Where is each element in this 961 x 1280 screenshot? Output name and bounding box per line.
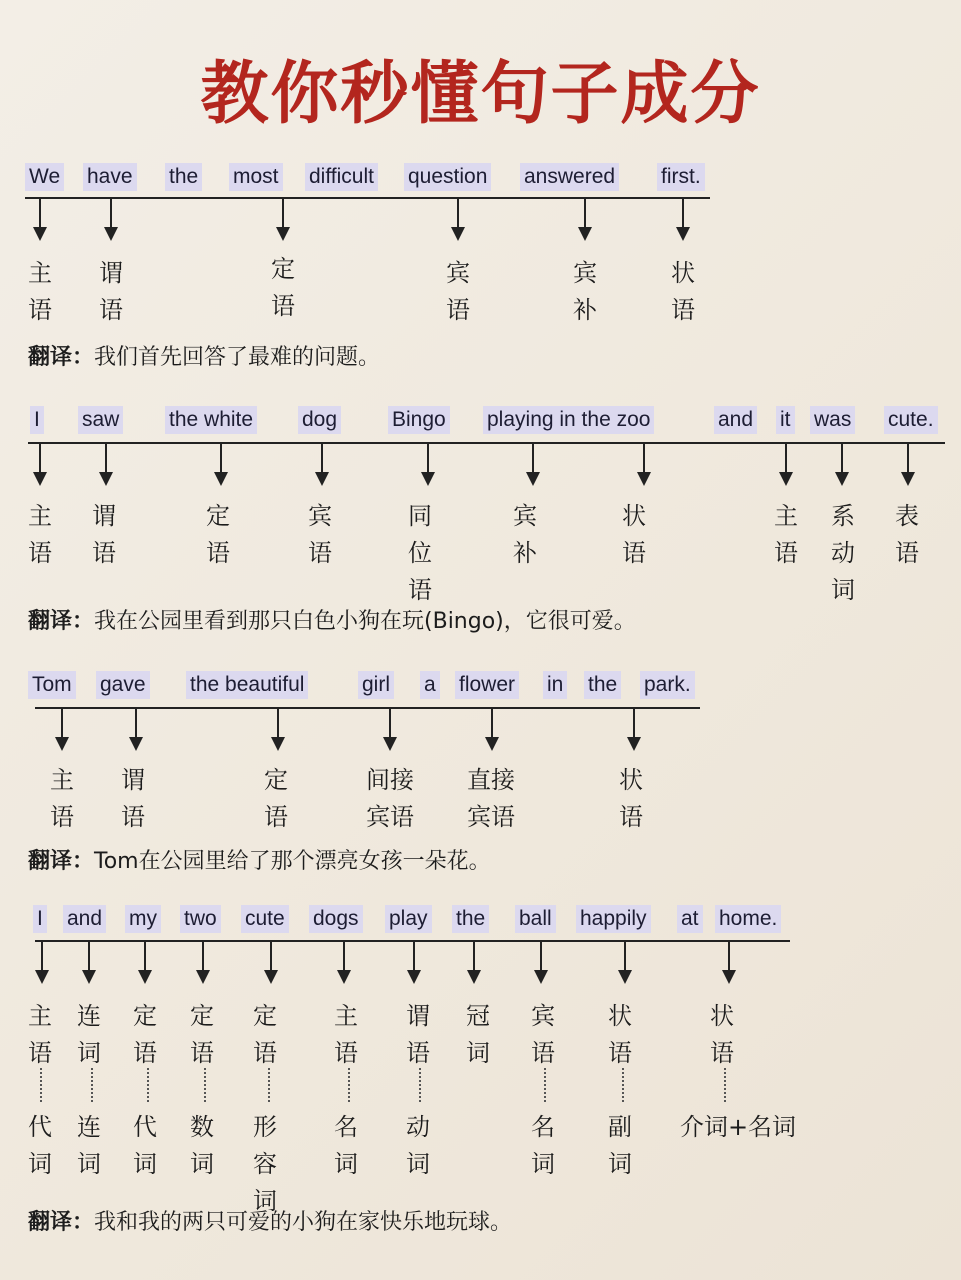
sentence-word: home. <box>715 905 781 933</box>
sentence-word: gave <box>96 671 150 699</box>
part-of-speech-label: 名词 <box>531 1113 555 1178</box>
translation-text: 我们首先回答了最难的问题。 <box>94 345 381 370</box>
sentence-word: the <box>584 671 621 699</box>
component-label: 谓语 <box>121 766 145 831</box>
sentence-word: I <box>30 406 44 434</box>
sentence-word: and <box>714 406 757 434</box>
sentence-word: answered <box>520 163 619 191</box>
component-label: 宾补 <box>573 259 597 324</box>
sentence-word: flower <box>455 671 519 699</box>
dotted-connector <box>348 1068 350 1102</box>
part-of-speech-label: 介词+名词 <box>679 1113 797 1141</box>
component-label: 状语 <box>622 502 646 567</box>
sentence-word: playing in the zoo <box>483 406 654 434</box>
sentence-word: the <box>165 163 202 191</box>
sentence-word: dog <box>298 406 341 434</box>
sentence-word: Tom <box>28 671 76 699</box>
sentence-word: cute. <box>884 406 938 434</box>
sentence-word: it <box>776 406 795 434</box>
component-label: 宾语 <box>531 1002 555 1067</box>
component-label: 系动词 <box>831 502 855 604</box>
component-label: 定语 <box>271 255 295 320</box>
translation-text: 我在公园里看到那只白色小狗在玩(Bingo)，它很可爱。 <box>94 609 636 634</box>
dotted-connector <box>544 1068 546 1102</box>
part-of-speech-label: 形容词 <box>253 1113 277 1215</box>
component-label: 宾语 <box>446 259 470 324</box>
translation <box>28 340 380 371</box>
sentence-word: my <box>125 905 161 933</box>
component-label: 谓语 <box>99 259 123 324</box>
sentence-word: cute <box>241 905 289 933</box>
component-label: 表语 <box>895 502 919 567</box>
translation-label: 翻译： <box>28 609 95 634</box>
dotted-connector <box>268 1068 270 1102</box>
sentence-word: the beautiful <box>186 671 308 699</box>
component-label: 主语 <box>28 1002 52 1067</box>
part-of-speech-label: 动词 <box>406 1113 430 1178</box>
sentence-word: most <box>229 163 283 191</box>
sentence-word: two <box>180 905 221 933</box>
sentence-word: happily <box>576 905 651 933</box>
part-of-speech-label: 名词 <box>334 1113 358 1178</box>
component-label: 谓语 <box>406 1002 430 1067</box>
sentence-word: I <box>33 905 47 933</box>
sentence-word: the white <box>165 406 257 434</box>
translation-label: 翻译： <box>28 1210 95 1235</box>
component-label: 定语 <box>190 1002 214 1067</box>
sentence-word: was <box>810 406 855 434</box>
sentence-word: We <box>25 163 64 191</box>
sentence-word: Bingo <box>388 406 450 434</box>
component-label: 连词 <box>77 1002 101 1067</box>
sentence-word: and <box>63 905 106 933</box>
sentence-word: park. <box>640 671 695 699</box>
component-label: 定语 <box>253 1002 277 1067</box>
sentence-word: girl <box>358 671 394 699</box>
dotted-connector <box>724 1068 726 1102</box>
translation-label: 翻译： <box>28 345 95 370</box>
component-label: 主语 <box>28 259 52 324</box>
sentence-word: have <box>83 163 137 191</box>
component-label: 宾语 <box>308 502 332 567</box>
sentence-word: in <box>543 671 567 699</box>
translation-label: 翻译： <box>28 849 95 874</box>
component-label: 主语 <box>334 1002 358 1067</box>
part-of-speech-label: 数词 <box>190 1113 214 1178</box>
component-label: 定语 <box>264 766 288 831</box>
sentence-word: difficult <box>305 163 378 191</box>
component-label: 冠词 <box>466 1002 490 1067</box>
translation <box>28 844 491 875</box>
sentence-word: question <box>404 163 491 191</box>
sentence-word: first. <box>657 163 705 191</box>
translation-text: Tom在公园里给了那个漂亮女孩一朵花。 <box>94 849 491 874</box>
page-title: 教你秒懂句子成分 <box>200 55 761 134</box>
part-of-speech-label: 代词 <box>28 1113 52 1178</box>
component-label: 主语 <box>50 766 74 831</box>
component-label: 定语 <box>206 502 230 567</box>
component-label: 状语 <box>710 1002 734 1067</box>
sentence-word: ball <box>515 905 556 933</box>
part-of-speech-label: 副词 <box>608 1113 632 1178</box>
part-of-speech-label: 连词 <box>77 1113 101 1178</box>
dotted-connector <box>91 1068 93 1102</box>
component-label: 间接宾语 <box>365 766 414 831</box>
dotted-connector <box>147 1068 149 1102</box>
component-label: 主语 <box>774 502 798 567</box>
sentence-word: the <box>452 905 489 933</box>
component-label: 状语 <box>671 259 695 324</box>
component-label: 主语 <box>28 502 52 567</box>
sentence-word: dogs <box>309 905 363 933</box>
dotted-connector <box>419 1068 421 1102</box>
sentence-word: at <box>677 905 703 933</box>
component-label: 谓语 <box>92 502 116 567</box>
dotted-connector <box>204 1068 206 1102</box>
component-label: 状语 <box>619 766 643 831</box>
translation <box>28 1205 512 1236</box>
translation <box>28 604 636 635</box>
sentence-word: a <box>420 671 440 699</box>
part-of-speech-label: 代词 <box>133 1113 157 1178</box>
sentence-underline <box>25 197 710 199</box>
dotted-connector <box>622 1068 624 1102</box>
translation-text: 我和我的两只可爱的小狗在家快乐地玩球。 <box>94 1210 513 1235</box>
sentence-underline <box>28 442 945 444</box>
component-label: 定语 <box>133 1002 157 1067</box>
component-label: 状语 <box>608 1002 632 1067</box>
dotted-connector <box>40 1068 42 1102</box>
sentence-word: play <box>385 905 432 933</box>
component-label: 直接宾语 <box>466 766 515 831</box>
sentence-word: saw <box>78 406 123 434</box>
component-label: 宾补 <box>513 502 537 567</box>
component-label: 同位语 <box>408 502 432 604</box>
